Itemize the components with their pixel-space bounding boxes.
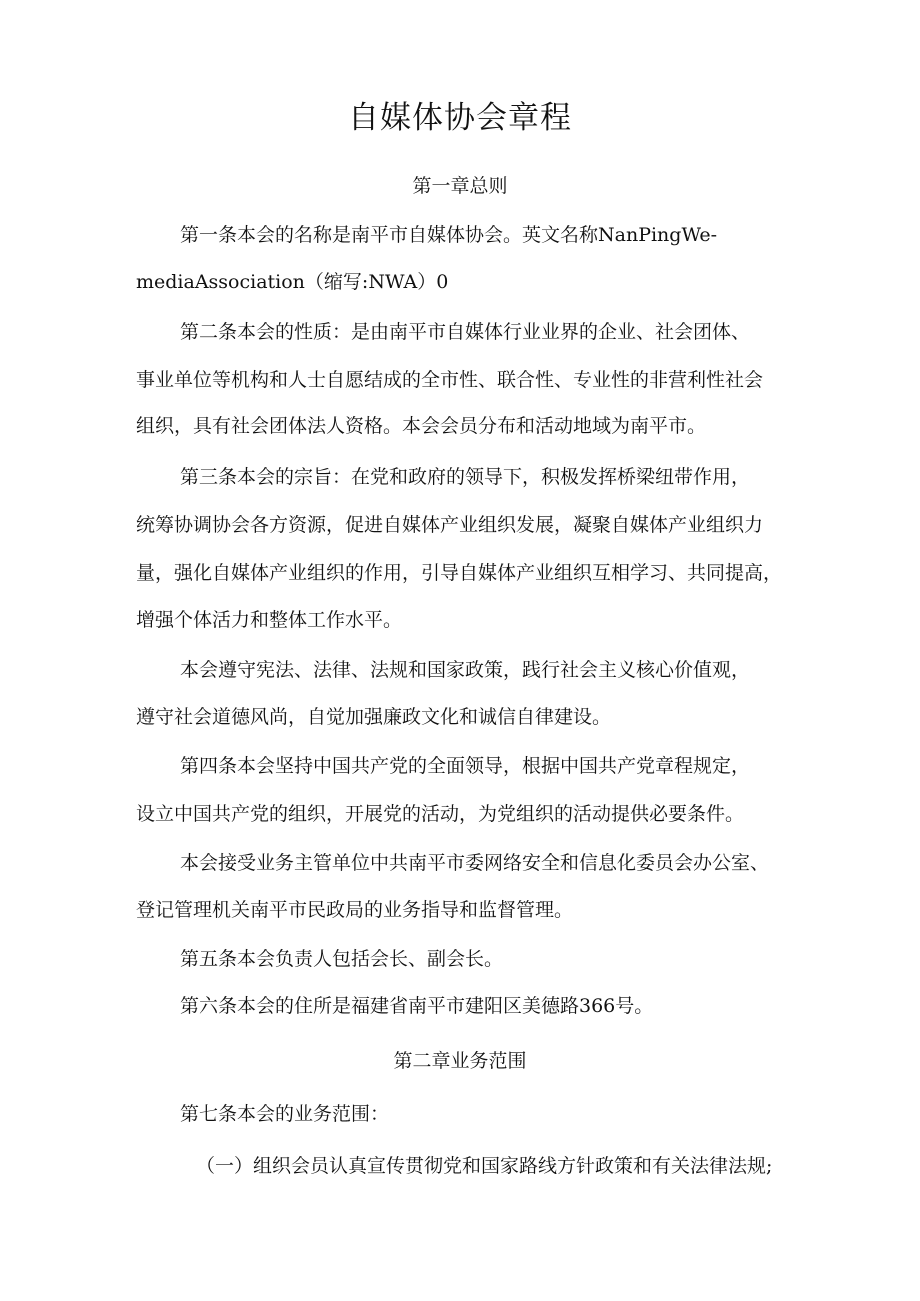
article-2-line-3: 组织，具有社会团体法人资格。本会会员分布和活动地域为南平市。 [136,415,707,437]
law-paragraph-line-1: 本会遵守宪法、法律、法规和国家政策，践行社会主义核心价值观， [180,659,751,681]
article-3-line-4: 增强个体活力和整体工作水平。 [136,609,403,631]
article-4-line-1: 第四条本会坚持中国共产党的全面领导，根据中国共产党章程规定， [180,755,751,777]
article-6: 第六条本会的住所是福建省南平市建阳区美德路366号。 [180,995,654,1017]
chapter-2-heading: 第二章业务范围 [393,1050,527,1072]
article-3-line-1: 第三条本会的宗旨：在党和政府的领导下，积极发挥桥梁纽带作用， [180,466,751,488]
chapter-1-heading: 第一章总则 [412,175,508,197]
law-paragraph-line-2: 遵守社会道德风尚，自觉加强廉政文化和诚信自律建设。 [136,706,612,728]
article-5: 第五条本会负责人包括会长、副会长。 [180,948,504,970]
article-4-line-2: 设立中国共产党的组织，开展党的活动，为党组织的活动提供必要条件。 [136,803,745,825]
article-2-line-1: 第二条本会的性质：是由南平市自媒体行业业界的企业、社会团体、 [180,321,751,343]
supervision-paragraph-line-2: 登记管理机关南平市民政局的业务指导和监督管理。 [136,899,574,921]
supervision-paragraph-line-1: 本会接受业务主管单位中共南平市委网络安全和信息化委员会办公室、 [180,852,770,874]
article-7-item-1: （一）组织会员认真宣传贯彻党和国家路线方针政策和有关法律法规; [196,1155,773,1177]
article-7: 第七条本会的业务范围： [180,1103,390,1125]
document-title: 自媒体协会章程 [348,100,572,136]
article-2-line-2: 事业单位等机构和人士自愿结成的全市性、联合性、专业性的非营利性社会 [136,369,764,391]
article-1-line-2: mediaAssociation（缩写:NWA）0 [136,271,449,293]
article-3-line-3: 量，强化自媒体产业组织的作用，引导自媒体产业组织互相学习、共同提高， [136,562,783,584]
article-3-line-2: 统筹协调协会各方资源，促进自媒体产业组织发展，凝聚自媒体产业组织力 [136,514,764,536]
article-1-line-1: 第一条本会的名称是南平市自媒体协会。英文名称NanPingWe- [180,224,718,246]
